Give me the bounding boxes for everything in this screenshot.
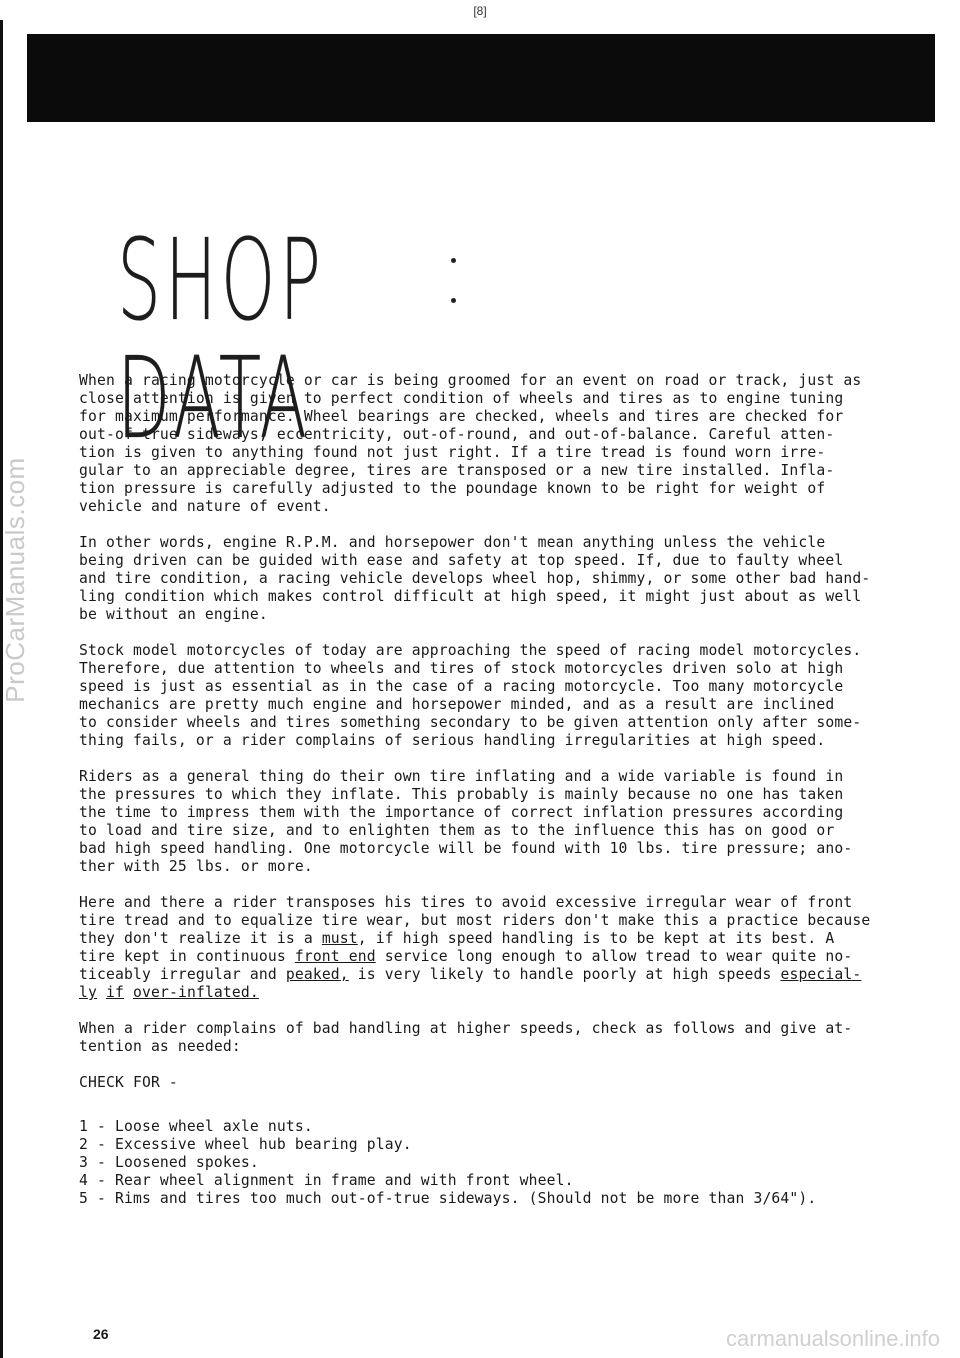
underlined-word: peaked, [285, 966, 349, 983]
underlined-word: must [321, 930, 358, 947]
text-line: being driven can be guided with ease and safety at top speed. If, due to faulty wheel [79, 552, 844, 569]
text-line: bad high speed handling. One motorcycle will be found with 10 lbs. tire pressure; ano- [79, 840, 853, 857]
text-run: service long enough to allow tread to wear quite no- [375, 948, 853, 965]
title-colon [445, 222, 465, 340]
title-text: SHOP DATA [117, 216, 325, 464]
check-heading: CHECK FOR - [79, 1074, 178, 1091]
text-run: tire kept in continuous [79, 948, 295, 965]
text-line: mechanics are pretty much engine and horsepower minded, and as a result are inclined [79, 696, 835, 713]
text-line: the time to impress them with the importance of correct inflation pressures according [79, 804, 844, 821]
check-item: 3 - Loosened spokes. [79, 1154, 259, 1171]
text-line: ling condition which makes control difficult at high speed, it might just about as well [79, 588, 862, 605]
text-line: for maximum performance. Wheel bearings are checked, wheels and tires are checked for [79, 408, 844, 425]
text-run: ticeably irregular and [79, 966, 286, 983]
text-run: they don't realize it is a [79, 930, 322, 947]
underlined-word: especial- [780, 966, 862, 983]
text-line: gular to an appreciable degree, tires are transposed or a new tire installed. Infla- [79, 462, 835, 479]
paragraph-1 [79, 372, 919, 516]
text-line: tention as needed: [79, 1038, 241, 1055]
paragraph-6 [79, 1020, 919, 1056]
page-label: [8] [473, 4, 487, 18]
text-line: Stock model motorcycles of today are approaching the speed of racing model motorcycles. [79, 642, 862, 659]
paragraph-3 [79, 642, 919, 750]
text-line: thing fails, or a rider complains of serious handling irregularities at high speed. [79, 732, 826, 749]
underlined-word: if [106, 984, 124, 1001]
text-run [97, 984, 106, 1001]
check-item: 2 - Excessive wheel hub bearing play. [79, 1136, 412, 1153]
text-line: Here and there a rider transposes his tires to avoid excessive irregular wear of front [79, 894, 853, 911]
text-line: In other words, engine R.P.M. and horsepower don't mean anything unless the vehicle [79, 534, 826, 551]
paragraph-2 [79, 534, 919, 624]
text-line [79, 948, 919, 966]
text-line: close attention is given to perfect condition of wheels and tires as to engine tuning [79, 390, 844, 407]
text-run: , if high speed handling is to be kept at its best. A [357, 930, 835, 947]
check-item: 1 - Loose wheel axle nuts. [79, 1118, 313, 1135]
text-line: the pressures to which they inflate. This probably is mainly because no one has taken [79, 786, 844, 803]
text-line: tire tread and to equalize tire wear, but most riders don't make this a practice because [79, 912, 871, 929]
paragraph-5 [79, 894, 919, 1002]
text-line: and tire condition, a racing vehicle develops wheel hop, shimmy, or some other bad hand- [79, 570, 871, 587]
text-line: tion pressure is carefully adjusted to the poundage known to be right for weight of [79, 480, 826, 497]
watermark-side: ProCarManuals.com [0, 457, 30, 703]
check-item: 4 - Rear wheel alignment in frame and with front wheel. [79, 1172, 574, 1189]
page-title [117, 216, 477, 464]
text-line [79, 966, 919, 984]
text-line: ther with 25 lbs. or more. [79, 858, 313, 875]
watermark-bottom: carmanualsonline.info [725, 1326, 940, 1351]
text-line: Riders as a general thing do their own tire inflating and a wide variable is found in [79, 768, 844, 785]
text-line: When a rider complains of bad handling at higher speeds, check as follows and give at- [79, 1020, 853, 1037]
paragraph-4 [79, 768, 919, 876]
text-line: tion is given to anything found not just right. If a tire tread is found worn irre- [79, 444, 826, 461]
check-list [79, 1118, 919, 1208]
check-item: 5 - Rims and tires too much out-of-true sideways. (Should not be more than 3/64"). [79, 1190, 817, 1207]
text-run [124, 984, 133, 1001]
text-run: is very likely to handle poorly at high speeds [348, 966, 781, 983]
text-line: vehicle and nature of event. [79, 498, 331, 515]
underlined-word: over-inflated. [133, 984, 259, 1001]
page-number: 26 [93, 1326, 109, 1342]
text-line: Therefore, due attention to wheels and tires of stock motorcycles driven solo at high [79, 660, 844, 677]
underlined-word: ly [79, 984, 97, 1001]
underlined-word: front end [294, 948, 376, 965]
header-banner-curve [27, 110, 287, 130]
header-banner [27, 34, 935, 122]
text-line: speed is just as essential as in the case of a racing motorcycle. Too many motorcycle [79, 678, 844, 695]
text-line [79, 930, 919, 948]
text-line: be without an engine. [79, 606, 268, 623]
text-line: to consider wheels and tires something secondary to be given attention only after some- [79, 714, 862, 731]
text-line: to load and tire size, and to enlighten them as to the influence this has on good or [79, 822, 835, 839]
text-line: out-of-true sideways, eccentricity, out-of-round, and out-of-balance. Careful atten- [79, 426, 835, 443]
text-line [79, 984, 919, 1002]
text-line: When a racing motorcycle or car is being groomed for an event on road or track, just as [79, 372, 862, 389]
body-text [79, 372, 919, 1208]
